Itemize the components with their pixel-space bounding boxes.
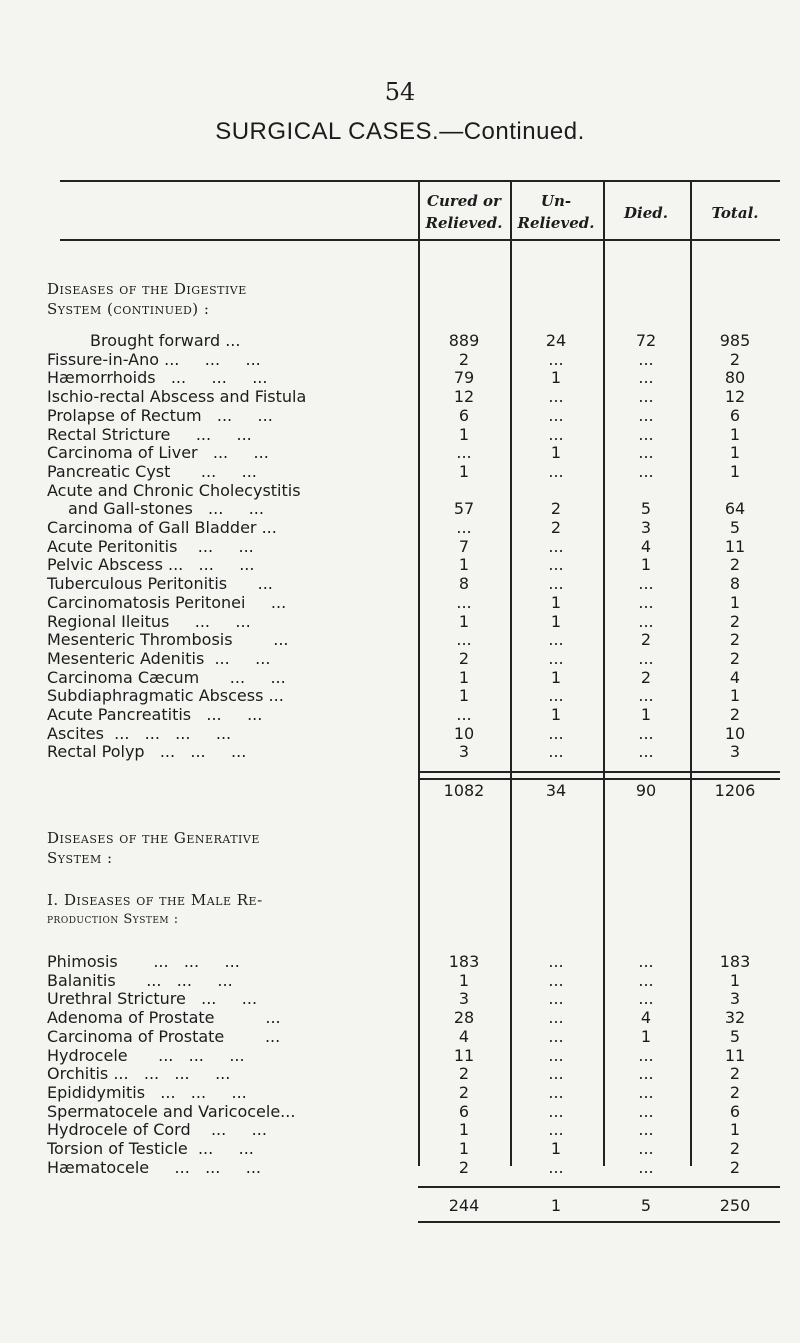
column-header-2 xyxy=(506,190,606,234)
cell-unrelieved: ... xyxy=(548,723,564,743)
cell-total: 1 xyxy=(729,592,741,612)
cell-cured: 6 xyxy=(458,1101,470,1121)
row-label: Brought forward ... xyxy=(90,331,241,350)
column-header-line: Died. xyxy=(624,204,668,222)
cell-unrelieved: ... xyxy=(548,742,564,762)
cell-unrelieved: ... xyxy=(548,1082,564,1102)
cell-unrelieved: ... xyxy=(548,648,564,668)
cell-cured: 183 xyxy=(448,952,480,971)
row-label: Ascites ... ... ... ... xyxy=(47,723,232,743)
subtotal-bottom-rule xyxy=(418,778,780,780)
total-cured: 244 xyxy=(448,1196,480,1216)
cell-unrelieved: ... xyxy=(548,1064,564,1084)
row-label: Carcinoma of Gall Bladder ... xyxy=(47,518,277,537)
cell-total: 2 xyxy=(729,630,741,650)
cell-died: 3 xyxy=(640,518,652,537)
cell-unrelieved: 1 xyxy=(550,443,562,463)
column-divider-3 xyxy=(603,180,605,1166)
row-label: Hæmatocele ... ... ... xyxy=(47,1157,262,1177)
section-heading: Diseases of the Generative xyxy=(47,829,260,847)
cell-total: 183 xyxy=(719,952,751,971)
cell-cured: 1 xyxy=(458,1120,470,1140)
cell-total: 11 xyxy=(724,536,746,556)
cell-died: ... xyxy=(638,1101,654,1121)
cell-total: 1 xyxy=(729,424,741,444)
column-header-line: Relieved. xyxy=(425,214,503,232)
cell-total: 8 xyxy=(729,574,741,594)
row-label: Hydrocele of Cord ... ... xyxy=(47,1120,267,1140)
cell-total: 64 xyxy=(724,499,746,519)
row-label: Torsion of Testicle ... ... xyxy=(47,1139,254,1158)
cell-total: 1 xyxy=(729,970,741,990)
subsection-heading: production System : xyxy=(47,912,179,927)
cell-total: 12 xyxy=(724,387,746,407)
row-label: Urethral Stricture ... ... xyxy=(47,989,258,1009)
cell-cured: 1 xyxy=(458,611,470,631)
row-label: Subdiaphragmatic Abscess ... xyxy=(47,686,284,706)
cell-cured: 3 xyxy=(458,989,470,1009)
row-label: Carcinoma Cæcum ... ... xyxy=(47,667,286,687)
row-label: Ischio-rectal Abscess and Fistula xyxy=(47,387,307,407)
row-label: Mesenteric Adenitis ... ... xyxy=(47,648,271,668)
section-heading: System : xyxy=(47,849,113,867)
cell-died: ... xyxy=(638,424,654,444)
cell-cured: 2 xyxy=(458,1064,470,1084)
cell-died: ... xyxy=(638,989,654,1009)
cell-cured: 1 xyxy=(458,424,470,444)
cell-total: 3 xyxy=(729,989,741,1009)
column-divider-4 xyxy=(690,180,692,1166)
cell-cured: 12 xyxy=(453,387,475,407)
cell-total: 3 xyxy=(729,742,741,762)
cell-unrelieved: ... xyxy=(548,989,564,1009)
cell-cured: 2 xyxy=(458,648,470,668)
cell-died: 2 xyxy=(640,667,652,687)
row-label: Regional Ileitus ... ... xyxy=(47,611,251,631)
row-label: Orchitis ... ... ... ... xyxy=(47,1064,231,1084)
row-label: Acute and Chronic Cholecystitis xyxy=(47,480,301,500)
cell-died: 1 xyxy=(640,705,652,724)
column-header-line: Relieved. xyxy=(517,214,595,232)
cell-total: 2 xyxy=(729,1082,741,1102)
cell-cured: 57 xyxy=(453,499,475,519)
cell-total: 6 xyxy=(729,1101,741,1121)
cell-total: 2 xyxy=(729,1064,741,1084)
column-header-3 xyxy=(596,202,696,224)
column-header-line: Un- xyxy=(540,192,572,210)
cell-total: 2 xyxy=(729,705,741,724)
cell-cured: 7 xyxy=(458,536,470,556)
cell-unrelieved: ... xyxy=(548,1026,564,1046)
cell-unrelieved: 1 xyxy=(550,667,562,687)
total-total: 1206 xyxy=(714,781,756,801)
cell-total: 32 xyxy=(724,1008,746,1028)
row-label: Spermatocele and Varicocele... xyxy=(47,1101,296,1121)
cell-died: ... xyxy=(638,648,654,668)
cell-cured: 1 xyxy=(458,461,470,481)
column-header-line: Total. xyxy=(711,204,759,222)
cell-died: 72 xyxy=(635,331,657,350)
cell-cured: 28 xyxy=(453,1008,475,1028)
page-number: 54 xyxy=(384,78,416,106)
cell-unrelieved: ... xyxy=(548,1120,564,1140)
cell-died: 4 xyxy=(640,536,652,556)
cell-unrelieved: ... xyxy=(548,1101,564,1121)
cell-died: ... xyxy=(638,742,654,762)
header-bottom-rule xyxy=(60,239,780,241)
cell-total: 2 xyxy=(729,555,741,575)
row-label: Tuberculous Peritonitis ... xyxy=(47,574,273,594)
row-label: Phimosis ... ... ... xyxy=(47,952,240,971)
cell-unrelieved: ... xyxy=(548,630,564,650)
cell-cured: 11 xyxy=(453,1045,475,1065)
cell-unrelieved: ... xyxy=(548,536,564,556)
row-label: and Gall-stones ... ... xyxy=(68,499,264,519)
row-label: Pancreatic Cyst ... ... xyxy=(47,461,257,481)
cell-died: ... xyxy=(638,461,654,481)
cell-total: 985 xyxy=(719,331,751,350)
cell-unrelieved: 2 xyxy=(550,499,562,519)
cell-died: ... xyxy=(638,1082,654,1102)
total-unrelieved: 34 xyxy=(545,781,567,801)
row-label: Balanitis ... ... ... xyxy=(47,970,233,990)
cell-died: ... xyxy=(638,952,654,971)
cell-died: ... xyxy=(638,405,654,425)
section-heading: Diseases of the Digestive xyxy=(47,280,247,298)
cell-cured: 1 xyxy=(458,667,470,687)
cell-unrelieved: ... xyxy=(548,461,564,481)
page-title: SURGICAL CASES.—Continued. xyxy=(215,118,585,145)
row-label: Carcinoma of Liver ... ... xyxy=(47,443,269,463)
cell-cured: 6 xyxy=(458,405,470,425)
row-label: Carcinomatosis Peritonei ... xyxy=(47,592,287,612)
cell-died: 5 xyxy=(640,499,652,519)
cell-total: 6 xyxy=(729,405,741,425)
cell-died: ... xyxy=(638,686,654,706)
cell-total: 2 xyxy=(729,1157,741,1177)
cell-total: 1 xyxy=(729,461,741,481)
row-label: Carcinoma of Prostate ... xyxy=(47,1026,281,1046)
cell-cured: 2 xyxy=(458,349,470,369)
cell-died: ... xyxy=(638,970,654,990)
cell-unrelieved: ... xyxy=(548,574,564,594)
cell-died: ... xyxy=(638,723,654,743)
total-died: 5 xyxy=(640,1196,652,1216)
cell-died: ... xyxy=(638,1064,654,1084)
cell-unrelieved: ... xyxy=(548,1045,564,1065)
cell-cured: 1 xyxy=(458,555,470,575)
cell-unrelieved: 24 xyxy=(545,331,567,350)
cell-died: ... xyxy=(638,443,654,463)
row-label: Hydrocele ... ... ... xyxy=(47,1045,245,1065)
cell-died: 1 xyxy=(640,555,652,575)
cell-unrelieved: ... xyxy=(548,686,564,706)
cell-cured: 8 xyxy=(458,574,470,594)
cell-total: 80 xyxy=(724,368,746,388)
row-label: Acute Peritonitis ... ... xyxy=(47,536,254,556)
cell-unrelieved: 1 xyxy=(550,705,562,724)
cell-unrelieved: 1 xyxy=(550,592,562,612)
cell-cured: ... xyxy=(456,443,472,463)
column-header-line: Cured or xyxy=(427,192,501,210)
cell-cured: 1 xyxy=(458,1139,470,1158)
cell-cured: 1 xyxy=(458,970,470,990)
cell-unrelieved: 1 xyxy=(550,368,562,388)
cell-died: ... xyxy=(638,1139,654,1158)
cell-died: ... xyxy=(638,349,654,369)
row-label: Rectal Stricture ... ... xyxy=(47,424,252,444)
cell-total: 1 xyxy=(729,1120,741,1140)
cell-total: 5 xyxy=(729,518,741,537)
cell-cured: 1 xyxy=(458,686,470,706)
cell-total: 10 xyxy=(724,723,746,743)
cell-total: 1 xyxy=(729,443,741,463)
cell-unrelieved: ... xyxy=(548,349,564,369)
cell-unrelieved: ... xyxy=(548,970,564,990)
total-died: 90 xyxy=(635,781,657,801)
total-cured: 1082 xyxy=(443,781,485,801)
cell-total: 2 xyxy=(729,611,741,631)
cell-died: 1 xyxy=(640,1026,652,1046)
cell-cured: ... xyxy=(456,705,472,724)
row-label: Epididymitis ... ... ... xyxy=(47,1082,247,1102)
subtotal-bottom-rule xyxy=(418,1221,780,1223)
cell-died: ... xyxy=(638,1045,654,1065)
cell-cured: 889 xyxy=(448,331,480,350)
subsection-heading: I. Diseases of the Male Re- xyxy=(47,891,263,909)
cell-total: 4 xyxy=(729,667,741,687)
subtotal-rule xyxy=(418,771,780,773)
cell-total: 5 xyxy=(729,1026,741,1046)
cell-died: ... xyxy=(638,368,654,388)
row-label: Hæmorrhoids ... ... ... xyxy=(47,368,268,388)
row-label: Mesenteric Thrombosis ... xyxy=(47,630,289,650)
cell-unrelieved: 1 xyxy=(550,611,562,631)
row-label: Acute Pancreatitis ... ... xyxy=(47,705,263,724)
cell-died: ... xyxy=(638,1157,654,1177)
cell-total: 2 xyxy=(729,1139,741,1158)
total-total: 250 xyxy=(719,1196,751,1216)
cell-unrelieved: ... xyxy=(548,387,564,407)
cell-total: 2 xyxy=(729,349,741,369)
column-divider-1 xyxy=(418,180,420,1166)
total-unrelieved: 1 xyxy=(550,1196,562,1216)
column-header-1 xyxy=(414,190,514,234)
cell-total: 11 xyxy=(724,1045,746,1065)
cell-died: ... xyxy=(638,387,654,407)
column-divider-2 xyxy=(510,180,512,1166)
cell-total: 2 xyxy=(729,648,741,668)
cell-died: ... xyxy=(638,592,654,612)
header-top-rule xyxy=(60,180,780,182)
cell-cured: 3 xyxy=(458,742,470,762)
cell-cured: ... xyxy=(456,630,472,650)
cell-unrelieved: 2 xyxy=(550,518,562,537)
cell-cured: ... xyxy=(456,592,472,612)
section-heading: System (continued) : xyxy=(47,300,210,318)
row-label: Adenoma of Prostate ... xyxy=(47,1008,281,1028)
row-label: Fissure-in-Ano ... ... ... xyxy=(47,349,261,369)
cell-died: ... xyxy=(638,611,654,631)
cell-unrelieved: 1 xyxy=(550,1139,562,1158)
cell-unrelieved: ... xyxy=(548,405,564,425)
cell-total: 1 xyxy=(729,686,741,706)
cell-cured: 2 xyxy=(458,1157,470,1177)
cell-unrelieved: ... xyxy=(548,952,564,971)
cell-died: ... xyxy=(638,1120,654,1140)
subtotal-rule xyxy=(418,1186,780,1188)
cell-died: ... xyxy=(638,574,654,594)
column-header-4 xyxy=(685,202,785,224)
cell-died: 4 xyxy=(640,1008,652,1028)
cell-cured: 2 xyxy=(458,1082,470,1102)
cell-died: 2 xyxy=(640,630,652,650)
cell-cured: 4 xyxy=(458,1026,470,1046)
row-label: Prolapse of Rectum ... ... xyxy=(47,405,273,425)
cell-unrelieved: ... xyxy=(548,555,564,575)
cell-cured: 79 xyxy=(453,368,475,388)
cell-unrelieved: ... xyxy=(548,1008,564,1028)
cell-unrelieved: ... xyxy=(548,424,564,444)
row-label: Pelvic Abscess ... ... ... xyxy=(47,555,255,575)
row-label: Rectal Polyp ... ... ... xyxy=(47,742,247,762)
cell-cured: 10 xyxy=(453,723,475,743)
cell-cured: ... xyxy=(456,518,472,537)
cell-unrelieved: ... xyxy=(548,1157,564,1177)
